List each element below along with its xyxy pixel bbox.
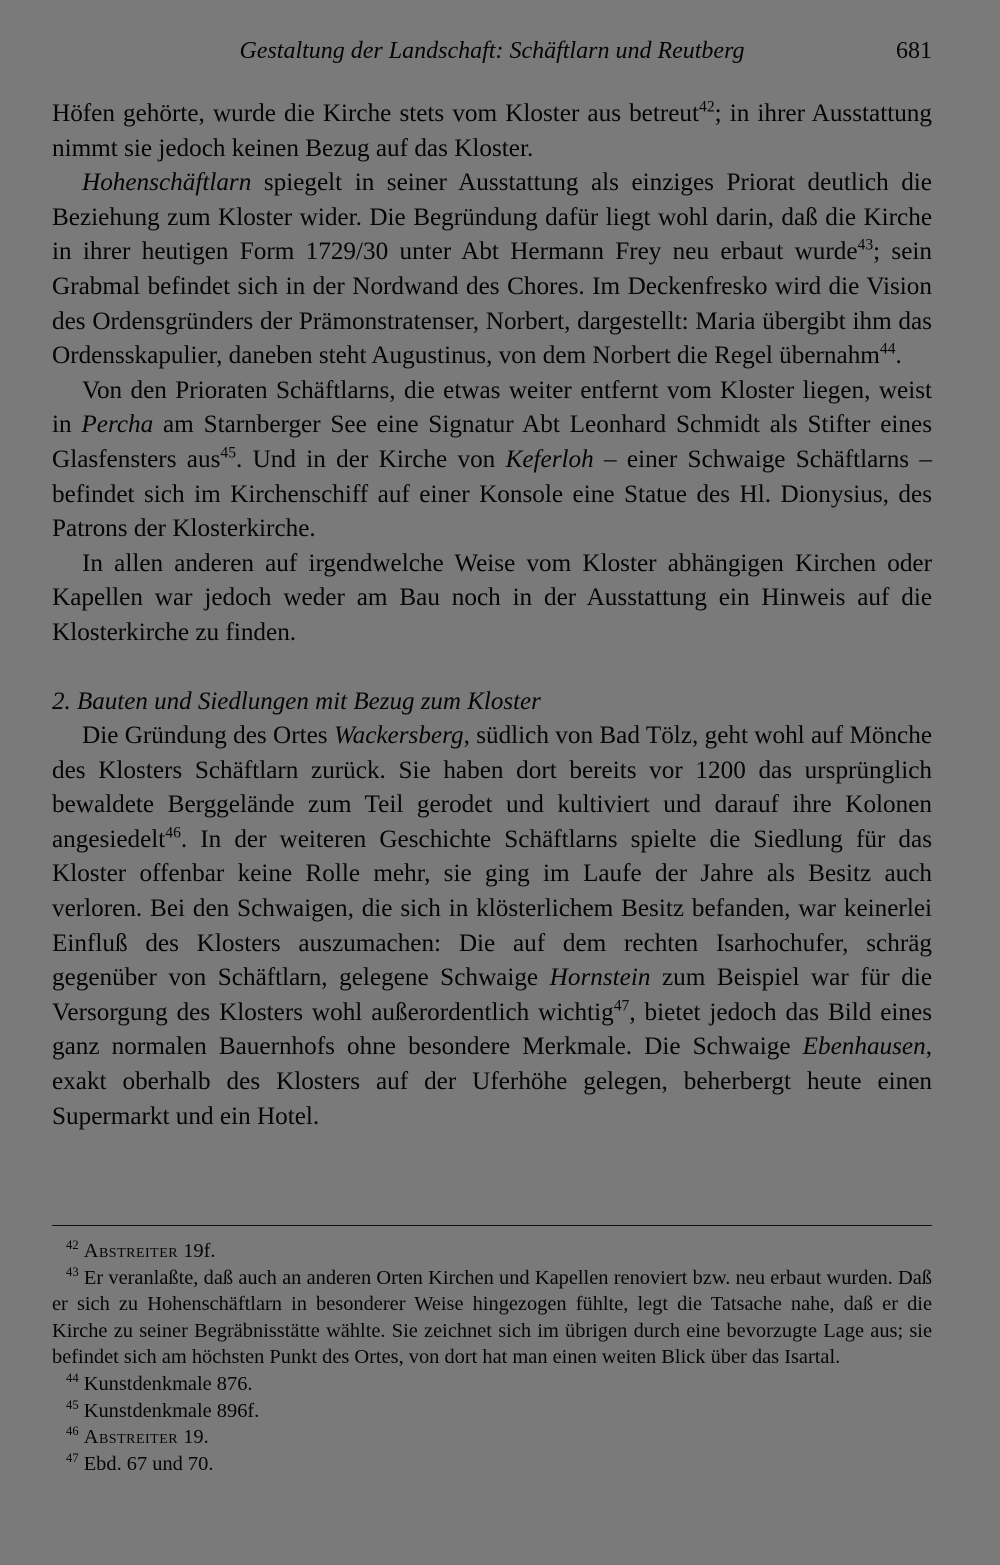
footnote-number: 44 <box>66 1371 79 1386</box>
text-run: Die Gründung des Ortes <box>82 722 334 750</box>
section-heading: 2. Bauten und Siedlungen mit Bezug zum Kloster <box>52 687 541 715</box>
paragraph <box>52 719 932 1134</box>
footnote-author: Abstreiter <box>83 1240 179 1262</box>
text-run: zum Beispiel war für die Versorgung des Klosters wohl außerordentlich wichtig <box>52 964 932 1026</box>
text-run: ; sein Grabmal befindet sich in der Nordwand des Chores. Im Deckenfresko wird die Vision des Ordensgründers der Prämonstratenser, Norbert, dargestellt: Maria übergibt ihm das Ordensskapulier, daneben steht Augustinus, von dem Norbert die Regel übernahm <box>52 238 933 370</box>
footnote-reference: 44 <box>879 340 896 358</box>
footnote <box>52 1398 932 1425</box>
footnote-author: Abstreiter <box>83 1426 179 1449</box>
paragraph <box>52 374 932 547</box>
text-run: , bietet jedoch das Bild eines ganz normalen Bauernhofs ohne besondere Merkmale. Die Schwaige <box>52 998 932 1061</box>
footnote-number: 43 <box>66 1264 79 1279</box>
paragraph <box>52 97 932 166</box>
footnote-number: 46 <box>66 1424 79 1439</box>
footnote-text: 19. <box>178 1426 209 1449</box>
footnote <box>52 1371 932 1398</box>
footnote-reference: 45 <box>220 444 236 462</box>
text-run: ; in ihrer Ausstattung nimmt sie jedoch keinen Bezug auf das Kloster. <box>52 100 932 162</box>
place-name: Keferloh <box>505 445 594 473</box>
footnote-text: Kunstdenkmale 896f. <box>78 1399 260 1422</box>
place-name: Hohenschäftlarn <box>82 169 252 197</box>
main-text <box>52 97 932 1134</box>
text-run: . <box>895 342 902 370</box>
footnote-text: Kunstdenkmale 876. <box>78 1372 253 1395</box>
page-number: 681 <box>896 38 932 64</box>
text-run: . In der weiteren Geschichte Schäftlarns spielte die Siedlung für das Kloster offenbar keine Rolle mehr, sie ging im Laufe der Jahre als Besitz auch verloren. Bei den Schwaigen, die sich in klösterlichem Besitz befanden, war keinerlei Einfluß des Klosters auszumachen: Die auf dem rechten Isarhochufer, schräg gegenüber von Schäftlarn, gelegene Schwaige <box>52 825 932 992</box>
text-run: Höfen gehörte, wurde die Kirche stets vom Kloster aus betreut <box>52 100 700 127</box>
footnote-number: 47 <box>66 1450 79 1465</box>
paragraph <box>52 166 932 374</box>
text-run: – einer Schwaige Schäftlarns – befindet sich im Kirchenschiff auf einer Konsole eine Statue des Hl. Dionysius, des Patrons der Klosterkirche. <box>52 445 932 543</box>
footnote-reference: 42 <box>699 98 715 116</box>
page-header <box>52 38 932 72</box>
footnote-divider <box>52 1225 932 1226</box>
place-name: Hornstein <box>549 964 651 992</box>
footnote-text: Ebd. 67 und 70. <box>78 1452 214 1475</box>
text-run: spiegelt in seiner Ausstattung als einziges Priorat deutlich die Beziehung zum Kloster wider. Die Begründung dafür liegt wohl darin, daß die Kirche in ihrer heutigen Form 1729/30 unter Abt Hermann Frey neu erbaut wurde <box>52 169 932 266</box>
place-name: Wackersberg <box>333 722 464 750</box>
footnote <box>52 1238 932 1265</box>
text-run: Von den Prioraten Schäftlarns, die etwas weiter entfernt vom Kloster liegen, weist in <box>52 376 932 439</box>
footnote-text: Er veranlaßte, daß auch an anderen Orten Kirchen und Kapellen renoviert bzw. neu erbaut wurden. Daß er sich zu Hohenschäftlarn in besonderer Weise hingezogen fühlte, legt die Tatsache nahe, daß er die Kirche zu seiner Begräbnisstätte wählte. Sie zeichnet sich im übrigen durch eine bevorzugte Lage aus; sie befindet sich am höchsten Punkt des Ortes, von dort hat man einen weiten Blick über das Isartal. <box>52 1266 932 1369</box>
footnote <box>52 1451 932 1478</box>
running-title: Gestaltung der Landschaft: Schäftlarn und Reutberg <box>239 38 745 64</box>
place-name: Ebenhausen <box>802 1033 926 1061</box>
text-run: In allen anderen auf irgendwelche Weise vom Kloster abhängigen Kirchen oder Kapellen war jedoch weder am Bau noch in der Ausstattung ein Hinweis auf die Klosterkirche zu finden. <box>52 549 932 646</box>
footnote-reference: 47 <box>613 997 630 1015</box>
footnote <box>52 1265 932 1371</box>
text-run: , exakt oberhalb des Klosters auf der Uferhöhe gelegen, beherbergt heute einen Supermarkt und ein Hotel. <box>52 1033 932 1130</box>
text-run: am Starnberger See eine Signatur Abt Leonhard Schmidt als Stifter eines Glasfensters aus <box>52 411 932 473</box>
text-run: . Und in der Kirche von <box>236 445 506 473</box>
footnote <box>52 1424 932 1451</box>
footnote-reference: 46 <box>165 824 181 842</box>
footnote-reference: 43 <box>857 236 874 254</box>
footnote-text: 19f. <box>178 1240 216 1262</box>
footnotes <box>52 1238 932 1477</box>
text-run: , südlich von Bad Tölz, geht wohl auf Mönche des Klosters Schäftlarn zurück. Sie haben dort bereits vor 1200 das ursprünglich bewaldete Berggelände zum Teil gerodet und kultiviert und darauf ihre Kolonen angesiedelt <box>52 722 932 853</box>
footnote-number: 45 <box>66 1397 79 1412</box>
footnote-number: 42 <box>66 1238 79 1253</box>
paragraph <box>52 547 932 651</box>
place-name: Percha <box>81 411 154 439</box>
